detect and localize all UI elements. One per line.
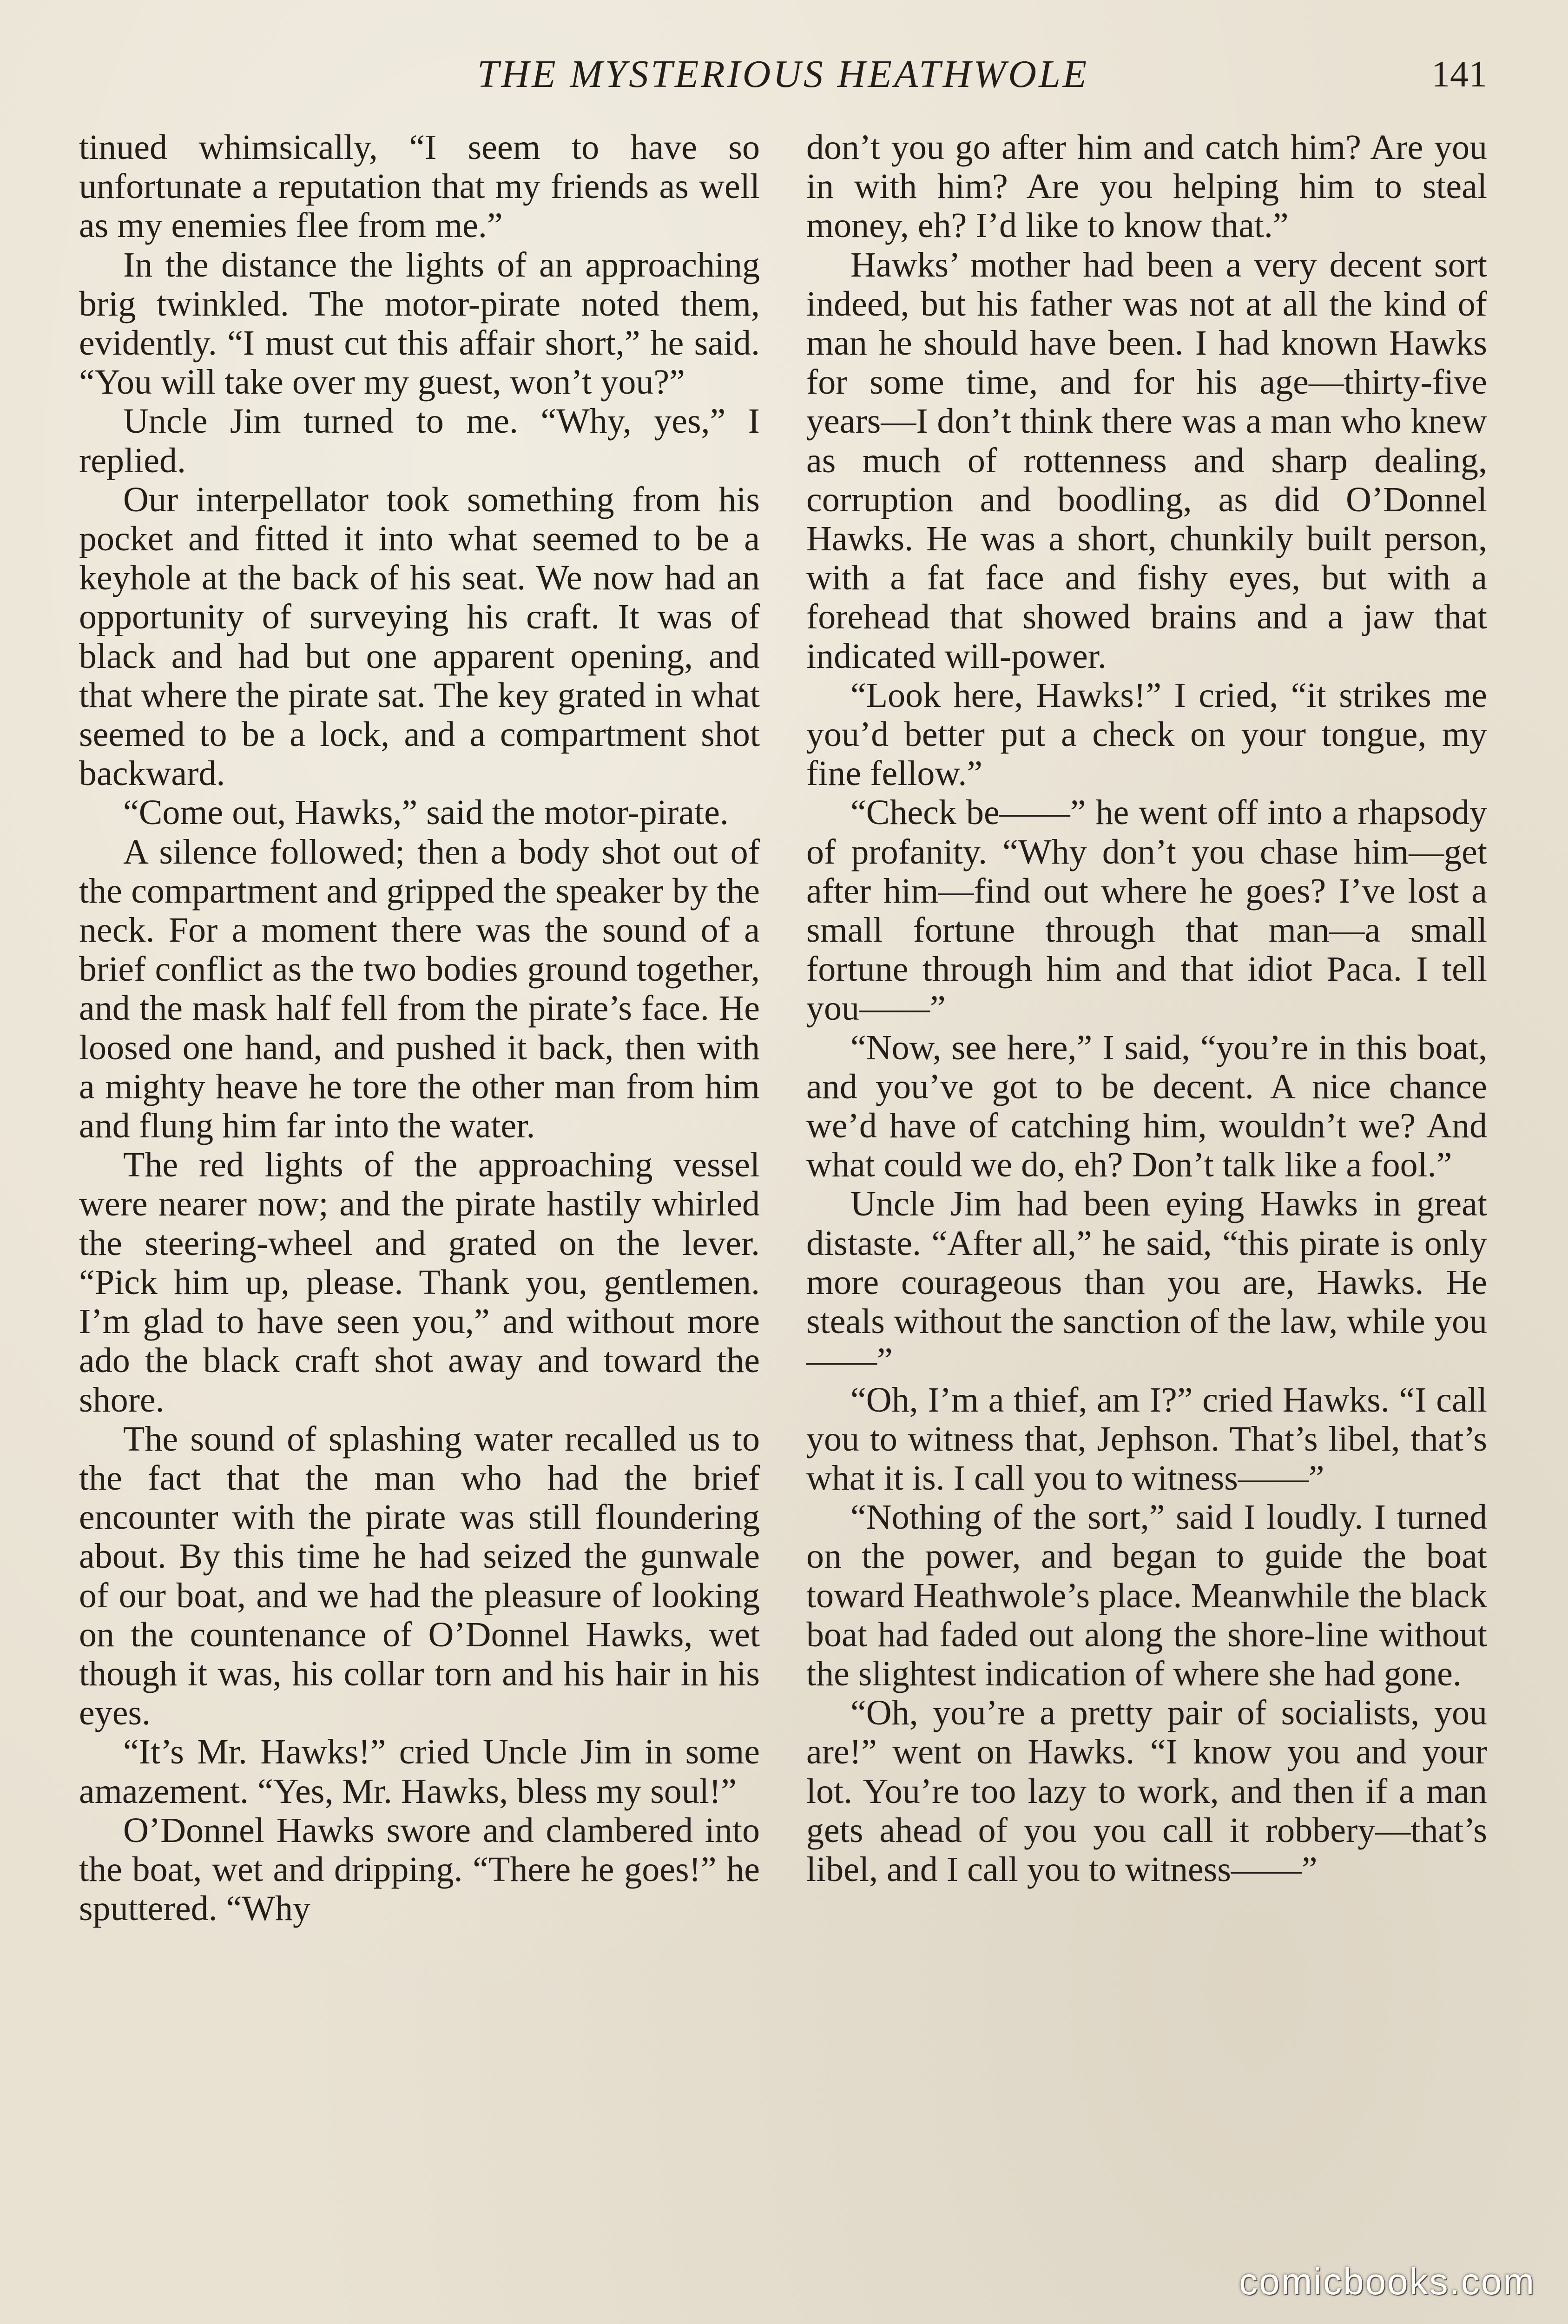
paragraph: “Look here, Hawks!” I cried, “it strikes me you’d better put a check on your tongue, my fine fellow.” <box>806 675 1487 793</box>
paragraph: “Come out, Hawks,” said the motor-pirate. <box>123 793 729 832</box>
left-column <box>79 128 760 1928</box>
right-column <box>806 128 1487 1889</box>
paragraph: tinued whimsically, “I seem to have so unfortunate a reputation that my friends as well as my enemies flee from me.” <box>79 128 760 245</box>
paragraph: The red lights of the approaching vessel were nearer now; and the pirate hastily whirled the steering-wheel and grated on the lever. “Pick him up, please. Thank you, gentlemen. I’m glad to have seen you,” and without more ado the black craft shot away and toward the shore. <box>79 1145 760 1419</box>
page-number: 141 <box>1431 54 1487 95</box>
paragraph: “Check be——” he went off into a rhapsody of profanity. “Why don’t you chase him—get after him—find out where he goes? I’ve lost a small fortune through that man—a small fortune through him and that idiot Paca. I tell you——” <box>806 793 1487 1028</box>
paragraph: Our interpellator took something from his pocket and fitted it into what seemed to be a keyhole at the back of his seat. We now had an opportunity of surveying his craft. It was of black and had but one apparent opening, and that where the pirate sat. The key grated in what seemed to be a lock, and a compartment shot backward. <box>79 480 760 793</box>
paragraph: don’t you go after him and catch him? Are you in with him? Are you helping him to steal money, eh? I’d like to know that.” <box>806 128 1487 245</box>
paragraph: A silence followed; then a body shot out of the compartment and gripped the speaker by the neck. For a moment there was the sound of a brief conflict as the two bodies ground together, and the mask half fell from the pirate’s face. He loosed one hand, and pushed it back, then with a mighty heave he tore the other man from him and flung him far into the water. <box>79 832 760 1146</box>
paragraph: Hawks’ mother had been a very decent sort indeed, but his father was not at all the kind of man he should have been. I had known Hawks for some time, and for his age—thirty-five years—I don’t think there was a man who knew as much of rottenness and sharp dealing, corruption and boodling, as did O’Donnel Hawks. He was a short, chunkily built person, with a fat face and fishy eyes, but with a forehead that showed brains and a jaw that indicated will-power. <box>806 245 1487 676</box>
paragraph: Uncle Jim had been eying Hawks in great distaste. “After all,” he said, “this pirate is only more courageous than you are, Hawks. He steals without the sanction of the law, while you——” <box>806 1184 1487 1380</box>
running-head <box>79 46 1487 102</box>
paragraph: Uncle Jim turned to me. “Why, yes,” I replied. <box>79 402 760 480</box>
watermark: comicbooks.com <box>1239 2261 1535 2302</box>
paragraph: “Oh, I’m a thief, am I?” cried Hawks. “I call you to witness that, Jephson. That’s libel, that’s what it is. I call you to witness——” <box>806 1380 1487 1498</box>
paragraph: In the distance the lights of an approaching brig twinkled. The motor-pirate noted them, evidently. “I must cut this affair short,” he said. “You will take over my guest, won’t you?” <box>79 245 760 402</box>
running-title: THE MYSTERIOUS HEATHWOLE <box>477 53 1089 96</box>
paragraph: The sound of splashing water recalled us to the fact that the man who had the brief encounter with the pirate was still floundering about. By this time he had seized the gunwale of our boat, and we had the pleasure of looking on the countenance of O’Donnel Hawks, wet though it was, his collar torn and his hair in his eyes. <box>79 1419 760 1733</box>
paragraph: O’Donnel Hawks swore and clambered into the boat, wet and dripping. “There he goes!” he sputtered. “Why <box>79 1810 760 1928</box>
paragraph: “It’s Mr. Hawks!” cried Uncle Jim in some amazement. “Yes, Mr. Hawks, bless my soul!” <box>79 1732 760 1811</box>
paragraph: “Oh, you’re a pretty pair of socialists, you are!” went on Hawks. “I know you and your lot. You’re too lazy to work, and then if a man gets ahead of you you call it robbery—that’s libel, and I call you to witness——” <box>806 1693 1487 1889</box>
paragraph: “Nothing of the sort,” said I loudly. I turned on the power, and began to guide the boat toward Heathwole’s place. Meanwhile the black boat had faded out along the shore-line without the slightest indication of where she had gone. <box>806 1498 1487 1693</box>
paragraph: “Now, see here,” I said, “you’re in this boat, and you’ve got to be decent. A nice chance we’d have of catching him, wouldn’t we? And what could we do, eh? Don’t talk like a fool.” <box>806 1028 1487 1185</box>
